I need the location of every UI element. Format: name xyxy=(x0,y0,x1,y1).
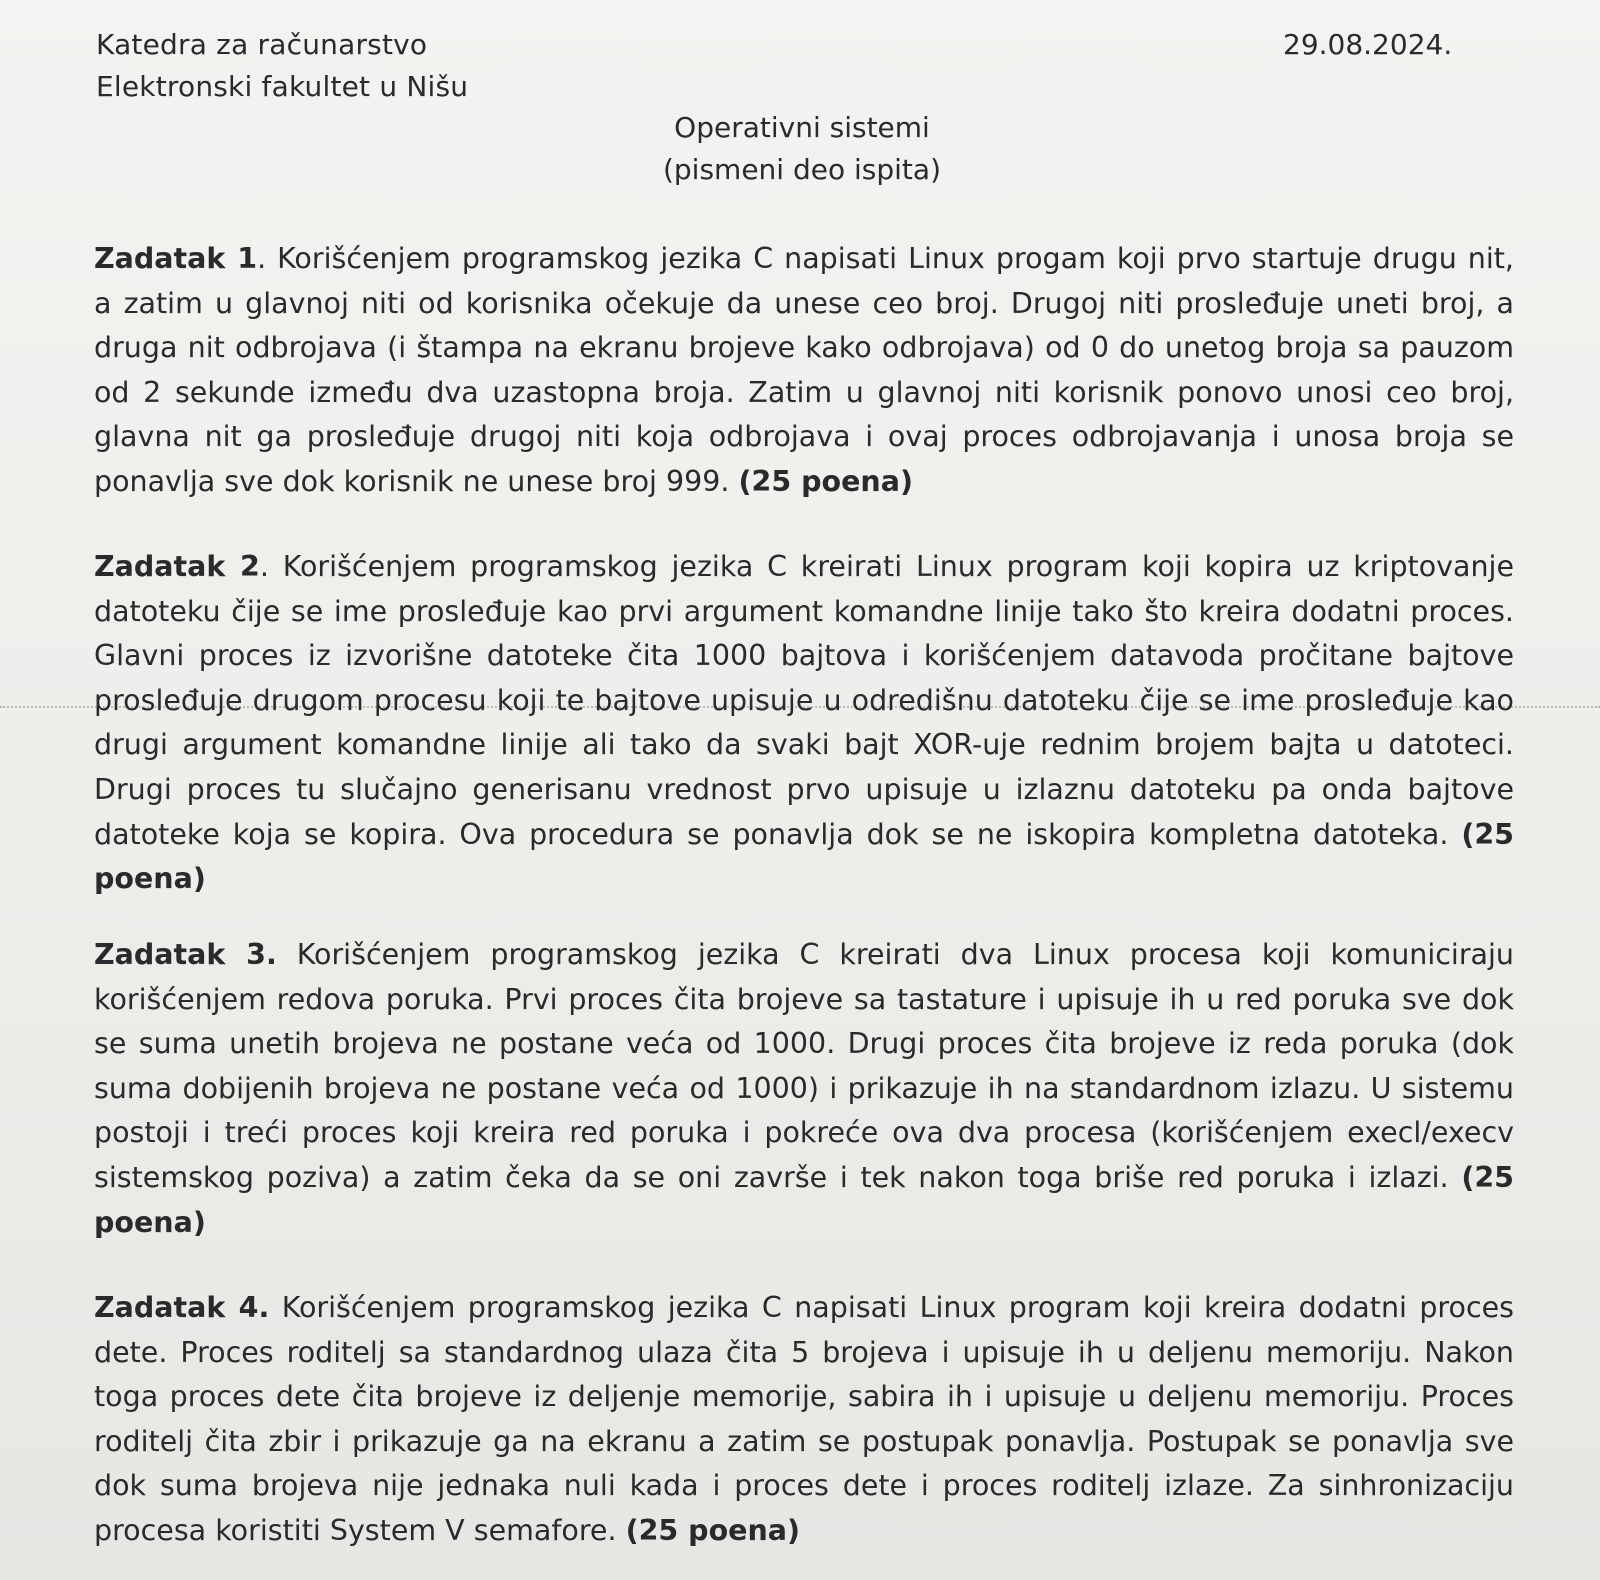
task-points: (25 poena) xyxy=(738,464,913,498)
task-points: (25 poena) xyxy=(625,1513,801,1547)
task-text: Korišćenjem programskog jezika C napisati Linux program koji kreira dodatni proces dete. Proces roditelj sa standardnog ulaza čita 5 brojeva i upisuje ih u deljenu memoriju. Nakon toga proces dete čita brojeve iz deljenje memorije, sabira ih i upisuje u deljenu memoriju. Proces roditelj čita zbir i prikazuje ga na ekranu a zatim se postupak ponavlja. Postupak se ponavlja sve dok suma brojeva nije jednaka nuli kada i proces dete i proces roditelj izlaze. Za sinhronizaciju procesa koristiti System V semafore. xyxy=(94,1291,1515,1547)
task-4 xyxy=(94,1286,1514,1554)
task-2 xyxy=(94,545,1514,902)
task-points: (25 poena) xyxy=(94,1160,1514,1239)
header-institution xyxy=(96,24,468,108)
task-1 xyxy=(94,237,1514,505)
exam-subtitle: (pismeni deo ispita) xyxy=(662,153,941,186)
exam-date: 29.08.2024. xyxy=(1283,28,1453,61)
department-name: Katedra za računarstvo xyxy=(96,28,428,61)
task-3 xyxy=(94,933,1514,1245)
task-label: Zadatak 1 xyxy=(94,242,258,275)
task-label: Zadatak 2 xyxy=(94,550,260,583)
task-text: . Korišćenjem programskog jezika C kreirati Linux program koji kopira uz kriptovanje datoteku čije se ime prosleđuje kao prvi argument komandne linije tako što kreira dodatni proces. Glavni proces iz izvorišne datoteke čita 1000 bajtova i korišćenjem datavoda pročitane bajtove prosleđuje drugom procesu koji te bajtove upisuje u odredišnu datoteku čije se ime prosleđuje kao drugi argument komandne linije ali tako da svaki bajt XOR-uje rednim brojem bajta u datoteci. Drugi proces tu slučajno generisanu vrednost prvo upisuje u izlaznu datoteku pa onda bajtove datoteke koja se kopira. Ova procedura se ponavlja dok se ne iskopira kompletna datoteka. xyxy=(94,550,1514,851)
task-text: Korišćenjem programskog jezika C kreirati dva Linux procesa koji komuniciraju korišćenjem redova poruka. Prvi proces čita brojeve sa tastature i upisuje ih u red poruka sve dok se suma unetih brojeva ne postane veća od 1000. Drugi proces čita brojeve iz reda poruka (dok suma dobijenih brojeva ne postane veća od 1000) i prikazuje ih na standardnom izlazu. U sistemu postoji i treći proces koji kreira red poruka i pokreće ova dva procesa (korišćenjem execl/execv sistemskog poziva) a zatim čeka da se oni završe i tek nakon toga briše red poruka i izlazi. xyxy=(94,938,1514,1194)
task-points: (25 poena) xyxy=(94,817,1514,896)
course-title: Operativni sistemi xyxy=(674,111,930,144)
task-label: Zadatak 4. xyxy=(94,1291,270,1324)
exam-title xyxy=(0,107,1600,191)
faculty-name: Elektronski fakultet u Nišu xyxy=(96,70,469,103)
task-label: Zadatak 3. xyxy=(94,938,277,971)
task-text: . Korišćenjem programskog jezika C napisati Linux progam koji prvo startuje drugu nit, a zatim u glavnoj niti od korisnika očekuje da unese ceo broj. Drugoj niti prosleđuje uneti broj, a druga nit odbrojava (i štampa na ekranu brojeve kako odbrojava) od 0 do unetog broja sa pauzom od 2 sekunde između dva uzastopna broja. Zatim u glavnoj niti korisnik ponovo unosi ceo broj, glavna nit ga prosleđuje drugoj niti koja odbrojava i ovaj proces odbrojavanja i unosa broja se ponavlja sve dok korisnik ne unese broj 999. xyxy=(94,242,1514,498)
